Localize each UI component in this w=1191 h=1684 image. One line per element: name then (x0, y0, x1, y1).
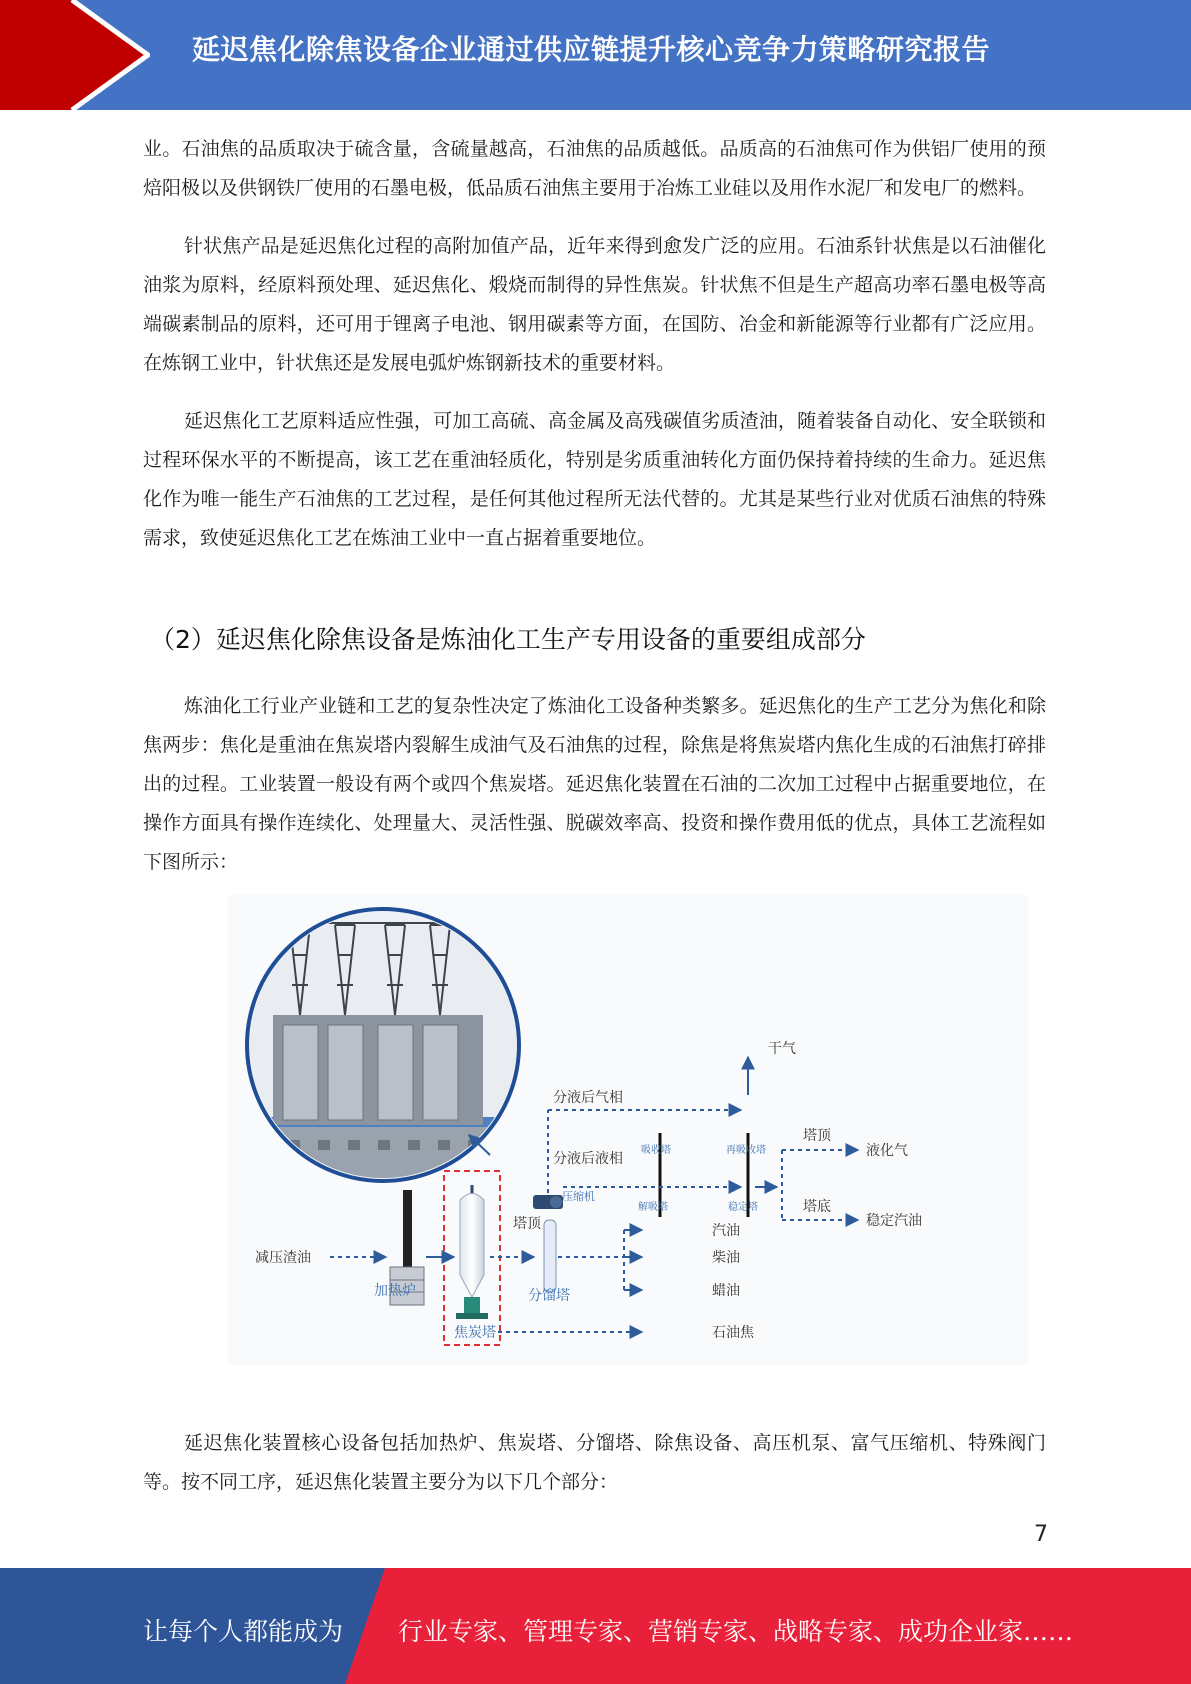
paragraph-industry-chain: 炼油化工行业产业链和工艺的复杂性决定了炼油化工设备种类繁多。延迟焦化的生产工艺分为焦化和除焦两步：焦化是重油在焦炭塔内裂解生成油气及石油焦的过程，除焦是将焦炭塔内焦化生成的石油焦打碎排出的过程。工业装置一般设有两个或四个焦炭塔。延迟焦化装置在石油的二次加工过程中占据重要地位，在操作方面具有操作连续化、处理量大、灵活性强、脱碳效率高、投资和操作费用低的优点，具体工艺流程如下图所示： (143, 695, 1046, 873)
label-stabilizer: 稳定塔 (728, 1202, 758, 1213)
label-tower-top-1: 塔顶 (513, 1216, 541, 1232)
paragraph-petroleum-coke: 业。石油焦的品质取决于硫含量，含硫量越高，石油焦的品质越低。品质高的石油焦可作为供铝厂使用的预焙阳极以及供钢铁厂使用的石墨电极，低品质石油焦主要用于冶炼工业硅以及用作水泥厂和发电厂的燃料。 (143, 138, 1046, 199)
coke-drum-structure-illustration (247, 909, 519, 1181)
label-lpg: 液化气 (866, 1143, 908, 1159)
label-gasoline: 汽油 (712, 1223, 740, 1239)
body-text-top (143, 130, 1046, 558)
paragraph-core-equipment: 延迟焦化装置核心设备包括加热炉、焦炭塔、分馏塔、除焦设备、高压机泵、富气压缩机、特殊阀门等。按不同工序，延迟焦化装置主要分为以下几个部分： (143, 1432, 1046, 1493)
label-feed: 减压渣油 (255, 1250, 311, 1266)
label-liquid-phase: 分液后液相 (553, 1151, 623, 1167)
footer-slogan-right: 行业专家、管理专家、营销专家、战略专家、成功企业家…… (398, 1617, 1074, 1646)
body-text-bottom (143, 1424, 1046, 1502)
coke-drum-icon (456, 1185, 488, 1319)
label-tower-top-2: 塔顶 (803, 1128, 831, 1144)
label-absorber: 吸收塔 (641, 1145, 671, 1156)
fractionator-icon (544, 1220, 556, 1292)
paragraph-process-adaptability: 延迟焦化工艺原料适应性强，可加工高硫、高金属及高残碳值劣质渣油，随着装备自动化、安全联锁和过程环保水平的不断提高，该工艺在重油轻质化，特别是劣质重油转化方面仍保持着持续的生命力。延迟焦化作为唯一能生产石油焦的工艺过程，是任何其他过程所无法代替的。尤其是某些行业对优质石油焦的特殊需求，致使延迟焦化工艺在炼油工业中一直占据着重要地位。 (143, 410, 1046, 549)
process-flow-diagram (228, 895, 1028, 1365)
process-flow-svg (228, 895, 1028, 1365)
label-fractionator: 分馏塔 (528, 1288, 570, 1304)
label-dry-gas: 干气 (768, 1041, 796, 1057)
label-gas-phase: 分液后气相 (553, 1090, 623, 1106)
footer-slogan-left: 让每个人都能成为 (143, 1617, 344, 1646)
label-petroleum-coke: 石油焦 (712, 1325, 754, 1341)
body-text-middle (143, 687, 1046, 882)
label-reabsorber: 再吸收塔 (726, 1145, 766, 1156)
page-header (0, 0, 1191, 110)
label-furnace: 加热炉 (374, 1283, 416, 1299)
label-diesel: 柴油 (712, 1250, 740, 1266)
section-heading: （2）延迟焦化除焦设备是炼油化工生产专用设备的重要组成部分 (150, 625, 866, 654)
label-wax-oil: 蜡油 (712, 1283, 740, 1299)
label-coke-drum: 焦炭塔 (454, 1325, 496, 1341)
page-number: 7 (1034, 1522, 1048, 1547)
paragraph-needle-coke: 针状焦产品是延迟焦化过程的高附加值产品，近年来得到愈发广泛的应用。石油系针状焦是以石油催化油浆为原料，经原料预处理、延迟焦化、煅烧而制得的异性焦炭。针状焦不但是生产超高功率石墨电极等高端碳素制品的原料，还可用于锂离子电池、钢用碳素等方面，在国防、冶金和新能源等行业都有广泛应用。在炼钢工业中，针状焦还是发展电弧炉炼钢新技术的重要材料。 (143, 235, 1046, 374)
header-red-arrow (0, 0, 150, 110)
label-desorber: 解吸塔 (638, 1202, 668, 1213)
label-tower-bottom: 塔底 (803, 1199, 831, 1215)
compressor-icon (533, 1195, 563, 1209)
label-stable-gasoline: 稳定汽油 (866, 1213, 922, 1229)
report-title: 延迟焦化除焦设备企业通过供应链提升核心竞争力策略研究报告 (192, 33, 991, 66)
label-compressor: 压缩机 (562, 1190, 595, 1203)
page-footer (0, 1568, 1191, 1684)
